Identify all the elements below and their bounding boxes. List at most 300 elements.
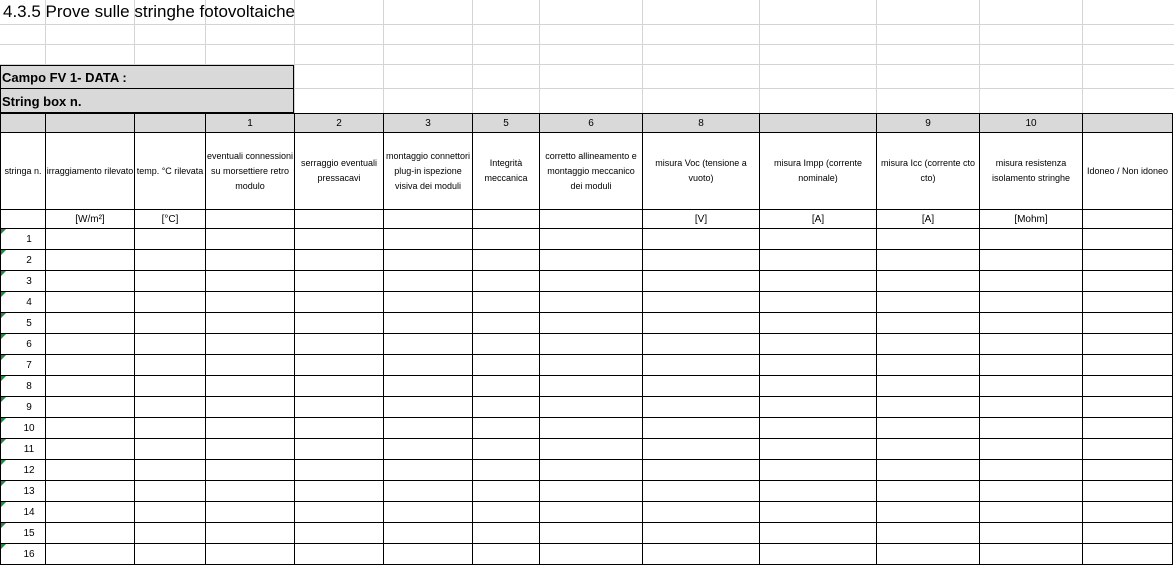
column-header-cell[interactable]: misura Voc (tensione a vuoto) [643,133,760,210]
data-cell[interactable] [295,502,384,523]
data-cell[interactable] [46,397,135,418]
data-cell[interactable] [384,250,473,271]
data-cell[interactable] [473,502,540,523]
table-row [1,376,1173,397]
data-cell[interactable] [384,523,473,544]
data-cell[interactable] [1083,523,1173,544]
data-cell[interactable] [980,523,1083,544]
data-cell[interactable] [877,271,980,292]
data-cell[interactable] [877,544,980,565]
data-cell[interactable] [135,460,206,481]
unit-cell[interactable] [206,210,295,229]
data-cell[interactable] [760,313,877,334]
data-cell[interactable] [135,502,206,523]
campo-cell[interactable] [0,65,294,89]
data-cell[interactable] [206,334,295,355]
row-number: 16 [23,548,35,560]
table-row [1,250,1173,271]
column-header-cell[interactable]: misura Icc (corrente cto cto) [877,133,980,210]
data-cell[interactable] [384,439,473,460]
data-cell[interactable] [540,376,643,397]
error-indicator-icon[interactable] [1,544,6,549]
gridline [759,0,760,113]
data-cell[interactable] [384,292,473,313]
data-cell[interactable] [473,460,540,481]
column-number-cell[interactable]: 8 [643,114,760,133]
column-header-cell[interactable]: irraggiamento rilevato [46,133,135,210]
data-cell[interactable] [473,376,540,397]
error-indicator-icon[interactable] [1,523,6,528]
data-cell[interactable] [384,418,473,439]
row-number-cell[interactable] [1,313,46,334]
data-cell[interactable] [206,523,295,544]
error-indicator-icon[interactable] [1,418,6,423]
data-cell[interactable] [760,355,877,376]
data-cell[interactable] [643,355,760,376]
table-row [1,334,1173,355]
data-cell[interactable] [384,376,473,397]
data-cell[interactable] [877,439,980,460]
data-cell[interactable] [1083,292,1173,313]
data-cell[interactable] [540,523,643,544]
data-cell[interactable] [540,460,643,481]
row-number-cell[interactable] [1,523,46,544]
table-row [1,523,1173,544]
column-number-cell[interactable]: 10 [980,114,1083,133]
data-cell[interactable] [540,439,643,460]
data-cell[interactable] [206,355,295,376]
row-number-cell[interactable] [1,355,46,376]
data-cell[interactable] [877,523,980,544]
data-cell[interactable] [1083,376,1173,397]
column-header-cell[interactable]: stringa n. [1,133,46,210]
column-number-cell[interactable] [135,114,206,133]
data-cell[interactable] [206,376,295,397]
data-cell[interactable] [295,271,384,292]
gridline [539,0,540,113]
error-indicator-icon[interactable] [1,271,6,276]
data-cell[interactable] [760,250,877,271]
data-cell[interactable] [877,460,980,481]
data-cell[interactable] [877,418,980,439]
data-cell[interactable] [473,313,540,334]
data-cell[interactable] [980,334,1083,355]
data-cell[interactable] [135,544,206,565]
data-cell[interactable] [46,502,135,523]
data-cell[interactable] [206,481,295,502]
row-number-cell[interactable] [1,418,46,439]
data-cell[interactable] [1083,439,1173,460]
data-cell[interactable] [46,313,135,334]
data-cell[interactable] [295,397,384,418]
data-cell[interactable] [760,523,877,544]
row-number-cell[interactable] [1,334,46,355]
data-cell[interactable] [206,313,295,334]
data-cell[interactable] [643,460,760,481]
error-indicator-icon[interactable] [1,313,6,318]
data-cell[interactable] [473,292,540,313]
data-cell[interactable] [980,397,1083,418]
row-number-cell[interactable] [1,229,46,250]
data-cell[interactable] [980,439,1083,460]
data-cell[interactable] [1083,397,1173,418]
data-cell[interactable] [643,271,760,292]
data-cell[interactable] [1083,271,1173,292]
data-cell[interactable] [643,418,760,439]
data-cell[interactable] [135,292,206,313]
error-indicator-icon[interactable] [1,355,6,360]
data-cell[interactable] [206,292,295,313]
data-cell[interactable] [384,229,473,250]
error-indicator-icon[interactable] [1,250,6,255]
unit-cell[interactable] [295,210,384,229]
table-row [1,418,1173,439]
data-cell[interactable] [877,397,980,418]
data-cell[interactable] [473,439,540,460]
data-cell[interactable] [206,250,295,271]
column-header-cell[interactable]: corretto allineamento e montaggio meccanico dei moduli [540,133,643,210]
data-cell[interactable] [877,376,980,397]
data-cell[interactable] [980,502,1083,523]
data-cell[interactable] [384,544,473,565]
data-cell[interactable] [643,439,760,460]
column-number-cell[interactable]: 5 [473,114,540,133]
column-header-cell[interactable]: Idoneo / Non idoneo [1083,133,1173,210]
data-cell[interactable] [980,481,1083,502]
data-cell[interactable] [473,334,540,355]
data-cell[interactable] [206,544,295,565]
data-cell[interactable] [135,418,206,439]
data-cell[interactable] [46,418,135,439]
data-cell[interactable] [46,523,135,544]
data-cell[interactable] [135,376,206,397]
test-table [0,113,1173,565]
data-cell[interactable] [135,523,206,544]
data-cell[interactable] [1083,418,1173,439]
error-indicator-icon[interactable] [1,229,6,234]
table-row [1,439,1173,460]
data-cell[interactable] [540,418,643,439]
data-cell[interactable] [473,397,540,418]
data-cell[interactable] [760,544,877,565]
data-cell[interactable] [643,502,760,523]
error-indicator-icon[interactable] [1,481,6,486]
data-cell[interactable] [295,376,384,397]
data-cell[interactable] [980,292,1083,313]
data-cell[interactable] [135,439,206,460]
gridline [876,0,877,113]
data-cell[interactable] [877,292,980,313]
row-number-cell[interactable] [1,376,46,397]
sheet-title[interactable]: 4.3.5 Prove sulle stringhe fotovoltaiche [3,2,296,21]
data-cell[interactable] [473,481,540,502]
unit-cell[interactable] [1,210,46,229]
data-cell[interactable] [384,271,473,292]
data-cell[interactable] [295,292,384,313]
table-row [1,355,1173,376]
data-cell[interactable] [540,271,643,292]
row-number: 9 [26,401,32,413]
data-cell[interactable] [135,229,206,250]
data-cell[interactable] [877,313,980,334]
row-number-cell[interactable] [1,397,46,418]
data-cell[interactable] [760,292,877,313]
data-cell[interactable] [540,397,643,418]
data-cell[interactable] [384,313,473,334]
error-indicator-icon[interactable] [1,334,6,339]
string-box-cell[interactable] [0,89,294,113]
data-cell[interactable] [295,544,384,565]
column-header-cell[interactable]: eventuali connessioni su morsettiere retro modulo [206,133,295,210]
data-cell[interactable] [295,481,384,502]
row-number: 6 [26,338,32,350]
data-cell[interactable] [643,334,760,355]
error-indicator-icon[interactable] [1,397,6,402]
data-cell[interactable] [980,229,1083,250]
gridline [1082,0,1083,113]
data-cell[interactable] [384,397,473,418]
data-cell[interactable] [1083,460,1173,481]
data-cell[interactable] [473,229,540,250]
data-cell[interactable] [295,418,384,439]
row-number-cell[interactable] [1,250,46,271]
row-number-cell[interactable] [1,271,46,292]
unit-cell[interactable] [540,210,643,229]
data-cell[interactable] [760,229,877,250]
column-header-cell[interactable]: misura resistenza isolamento stringhe [980,133,1083,210]
data-cell[interactable] [540,481,643,502]
row-number: 1 [26,233,32,245]
data-cell[interactable] [980,376,1083,397]
data-cell[interactable] [877,334,980,355]
column-number-cell[interactable] [1,114,46,133]
row-number-cell[interactable] [1,544,46,565]
data-cell[interactable] [46,292,135,313]
data-cell[interactable] [1083,355,1173,376]
data-cell[interactable] [760,439,877,460]
data-cell[interactable] [295,313,384,334]
column-number-cell[interactable]: 9 [877,114,980,133]
data-cell[interactable] [643,397,760,418]
row-number: 10 [23,422,35,434]
table-row [1,502,1173,523]
data-cell[interactable] [877,355,980,376]
column-header-row [1,133,1173,210]
data-cell[interactable] [540,544,643,565]
unit-cell[interactable]: [Mohm] [980,210,1083,229]
data-cell[interactable] [135,271,206,292]
data-cell[interactable] [1083,334,1173,355]
data-cell[interactable] [877,502,980,523]
column-number-cell[interactable]: 6 [540,114,643,133]
data-cell[interactable] [295,439,384,460]
data-cell[interactable] [877,250,980,271]
data-cell[interactable] [760,502,877,523]
row-number: 3 [26,275,32,287]
data-cell[interactable] [135,334,206,355]
data-cell[interactable] [46,481,135,502]
column-header-cell[interactable]: temp. °C rilevata [135,133,206,210]
data-cell[interactable] [384,355,473,376]
unit-cell[interactable]: [A] [877,210,980,229]
data-cell[interactable] [295,355,384,376]
data-cell[interactable] [643,544,760,565]
data-cell[interactable] [135,313,206,334]
column-number-cell[interactable] [760,114,877,133]
data-cell[interactable] [46,334,135,355]
data-cell[interactable] [540,313,643,334]
row-number-cell[interactable] [1,502,46,523]
row-number-cell[interactable] [1,439,46,460]
column-header-cell[interactable]: misura Impp (corrente nominale) [760,133,877,210]
data-cell[interactable] [473,544,540,565]
data-cell[interactable] [135,355,206,376]
data-cell[interactable] [46,229,135,250]
data-cell[interactable] [760,397,877,418]
data-cell[interactable] [980,544,1083,565]
data-cell[interactable] [295,250,384,271]
data-cell[interactable] [643,250,760,271]
data-cell[interactable] [643,313,760,334]
data-cell[interactable] [135,250,206,271]
data-cell[interactable] [1083,544,1173,565]
column-number-cell[interactable]: 1 [206,114,295,133]
data-cell[interactable] [643,292,760,313]
data-cell[interactable] [46,355,135,376]
column-number-cell[interactable] [1083,114,1173,133]
unit-cell[interactable]: [A] [760,210,877,229]
data-cell[interactable] [473,355,540,376]
table-row [1,397,1173,418]
unit-cell[interactable] [1083,210,1173,229]
data-cell[interactable] [46,460,135,481]
column-number-cell[interactable] [46,114,135,133]
data-cell[interactable] [540,502,643,523]
column-number-cell[interactable]: 2 [295,114,384,133]
row-number-cell[interactable] [1,460,46,481]
error-indicator-icon[interactable] [1,439,6,444]
data-cell[interactable] [1083,250,1173,271]
data-cell[interactable] [206,397,295,418]
data-cell[interactable] [473,250,540,271]
column-header-cell[interactable]: serraggio eventuali pressacavi [295,133,384,210]
error-indicator-icon[interactable] [1,292,6,297]
data-cell[interactable] [295,523,384,544]
data-cell[interactable] [760,418,877,439]
row-number: 8 [26,380,32,392]
data-cell[interactable] [384,334,473,355]
data-cell[interactable] [643,523,760,544]
data-cell[interactable] [1083,313,1173,334]
data-cell[interactable] [540,250,643,271]
error-indicator-icon[interactable] [1,460,6,465]
data-cell[interactable] [206,271,295,292]
unit-cell[interactable] [473,210,540,229]
data-cell[interactable] [540,355,643,376]
column-header-cell[interactable]: Integrità meccanica [473,133,540,210]
error-indicator-icon[interactable] [1,502,6,507]
data-cell[interactable] [135,397,206,418]
gridline [0,24,1174,25]
data-cell[interactable] [980,418,1083,439]
row-number: 12 [23,464,35,476]
data-cell[interactable] [46,376,135,397]
data-cell[interactable] [206,460,295,481]
unit-row [1,210,1173,229]
data-cell[interactable] [760,334,877,355]
data-cell[interactable] [760,271,877,292]
data-cell[interactable] [206,229,295,250]
data-cell[interactable] [46,544,135,565]
data-cell[interactable] [980,355,1083,376]
data-cell[interactable] [760,376,877,397]
campo-label: Campo FV 1- DATA : [2,70,127,85]
data-cell[interactable] [980,250,1083,271]
data-cell[interactable] [46,439,135,460]
data-cell[interactable] [540,292,643,313]
data-cell[interactable] [877,481,980,502]
data-cell[interactable] [384,481,473,502]
data-cell[interactable] [760,481,877,502]
data-cell[interactable] [1083,502,1173,523]
data-cell[interactable] [295,334,384,355]
data-cell[interactable] [540,229,643,250]
table-row [1,271,1173,292]
row-number: 11 [23,443,35,455]
data-cell[interactable] [760,460,877,481]
data-cell[interactable] [643,481,760,502]
row-number-cell[interactable] [1,292,46,313]
column-number-cell[interactable]: 3 [384,114,473,133]
row-number-cell[interactable] [1,481,46,502]
data-cell[interactable] [206,439,295,460]
data-cell[interactable] [980,460,1083,481]
data-cell[interactable] [877,229,980,250]
data-cell[interactable] [643,376,760,397]
data-cell[interactable] [295,229,384,250]
table-row [1,544,1173,565]
data-cell[interactable] [1083,229,1173,250]
table-row [1,313,1173,334]
data-cell[interactable] [46,250,135,271]
unit-cell[interactable]: [°C] [135,210,206,229]
data-cell[interactable] [980,271,1083,292]
data-cell[interactable] [135,481,206,502]
column-header-cell[interactable]: montaggio connettori plug-in ispezione visiva dei moduli [384,133,473,210]
data-cell[interactable] [206,502,295,523]
unit-cell[interactable]: [V] [643,210,760,229]
gridline [383,0,384,113]
error-indicator-icon[interactable] [1,376,6,381]
data-cell[interactable] [1083,481,1173,502]
unit-cell[interactable] [384,210,473,229]
data-cell[interactable] [473,271,540,292]
data-cell[interactable] [643,229,760,250]
row-number: 7 [26,359,32,371]
data-cell[interactable] [473,523,540,544]
data-cell[interactable] [206,418,295,439]
data-cell[interactable] [295,460,384,481]
data-cell[interactable] [46,271,135,292]
data-cell[interactable] [473,418,540,439]
data-cell[interactable] [384,460,473,481]
data-cell[interactable] [980,313,1083,334]
gridline [979,0,980,113]
table-row [1,481,1173,502]
data-cell[interactable] [540,334,643,355]
data-cell[interactable] [384,502,473,523]
unit-cell[interactable]: [W/m²] [46,210,135,229]
